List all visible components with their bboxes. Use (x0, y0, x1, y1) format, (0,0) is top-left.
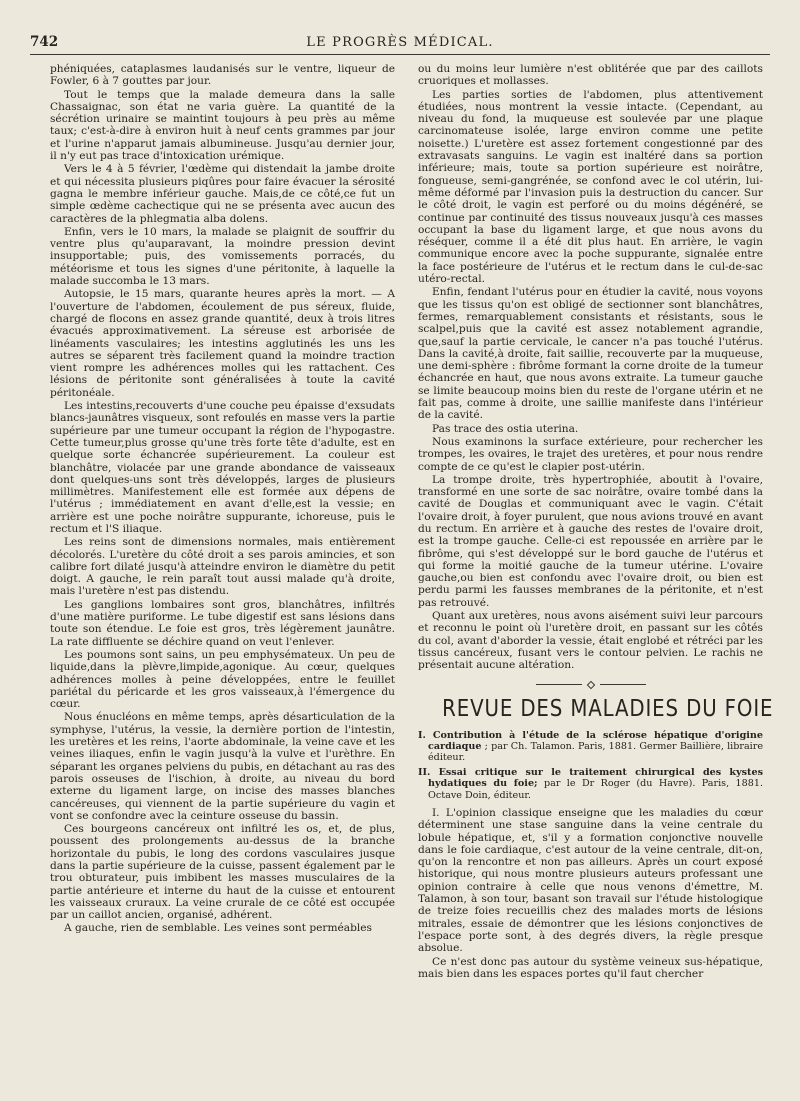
paragraph: Ces bourgeons cancéreux ont infiltré les os, et, de plus, poussent des prolongements au-dessus de la branche horizontale du pubis, le long des cordons vasculaires jusque dans la partie supérieure de la cuisse, passent également par le trou obturateur, puis imbibent les masses musculaires de la partie antérieure et interne du haut de la cuisse et entourent les vaisseaux cruraux. La veine crurale de ce côté est occupée par un caillot ancien, organisé, adhérent. (50, 823, 395, 922)
paragraph: Autopsie, le 15 mars, quarante heures après la mort. — A l'ouverture de l'abdomen, écoulement de pus séreux, fluide, chargé de flocons en assez grande quantité, deux à trois litres évacués approximativement. La séreuse est arborisée de linéaments vasculaires; les intestins agglutinés les uns les autres se séparent très facilement quand la moindre traction vient rompre les adhérences molles qui les rattachent. Ces lésions de péritonite sont généralisées à toute la cavité péritonéale. (50, 288, 395, 399)
paragraph: Nous énucléons en même temps, après désarticulation de la symphyse, l'utérus, la vessie, la dernière portion de l'intestin, les uretères et les reins, l'aorte abdominale, la veine cave et les veines iliaques, enfin le vagin jusqu'à la vulve et l'urèthre. En séparant les organes pelviens du pubis, en détachant au ras des parois osseuses de l'ischion, à droite, au niveau du bord externe du ligament large, on incise des masses blanches cancéreuses, qui viennent de la partie supérieure du vagin et vont se confondre avec la ceinture osseuse du bassin. (50, 711, 395, 822)
reference-2-details: par le Dr Roger (du Havre). Paris, 1881. Octave Doin, éditeur. (428, 778, 764, 801)
reference-1-title: I. Contribution à l'étude de la sclérose hépatique d'origine cardiaque (418, 729, 763, 752)
paragraph: Enfin, fendant l'utérus pour en étudier la cavité, nous voyons que les tissus qu'on est obligé de sectionner sont blanchâtres, fermes, remarquablement consistants et résistants, sous le scalpel,puis que la cavité est assez notablement agrandie, que,sauf la partie cervicale, le cancer n'a pas touché l'utérus. Dans la cavité,à droite, fait saillie, recouverte par la muqueuse, une demi-sphère : fibrôme formant la corne droite de la tumeur échancrée en haut, que nous avons extraite. La tumeur gauche se limite beaucoup moins bien du reste de l'organe utérin et ne fait pas, comme à droite, une saillie manifeste dans l'intérieur de la cavité. (418, 286, 763, 422)
paragraph: A gauche, rien de semblable. Les veines sont perméables (64, 922, 372, 935)
paragraph: ou du moins leur lumière n'est oblitérée que par des caillots cruoriques et mollasses. (418, 63, 763, 88)
reference-1-details: ; par Ch. Talamon. Paris, 1881. Germer Baillière, libraire éditeur. (428, 740, 763, 764)
paragraph: I. L'opinion classique enseigne que les maladies du cœur déterminent une stase sanguine dans la veine centrale du lobule hépatique, et, s'il y a formation conjonctive nouvelle dans le foie cardiaque, c'est autour de la veine centrale, dit-on, qu'on la rencontre et non pas ailleurs. Après un court exposé historique, qui nous montre plusieurs auteurs professant une opinion contraire à celle que nous venons d'émettre, M. Talamon, à son tour, basant son travail sur l'étude histologique de treize foies recueillis chez des malades morts de lésions mitrales, essaie de démontrer que les lésions conjonctives de l'espace porte sont, à des degrés divers, la règle presque absolue. (418, 806, 763, 955)
paragraph: Vers le 4 à 5 février, l'œdème qui distendait la jambe droite et qui nécessita plusieurs piqûres pour faire évacuer la sérosité gagna le membre inférieur gauche. Mais,de ce côté,ce fut un simple œdème cachectique qui ne se présenta avec aucun des caractères de la phlegmatia alba dolens. (50, 163, 395, 225)
reference-1 (418, 730, 763, 764)
paragraph: Les ganglions lombaires sont gros, blanchâtres, infiltrés d'une matière puriforme. Le tube digestif est sans lésions dans toute son étendue. Le foie est gros, très légèrement jaunâtre. La rate diffluente se déchire quand on veut l'enlever. (50, 598, 395, 648)
paragraph: La trompe droite, très hypertrophiée, aboutit à l'ovaire, transformé en une sorte de sac noirâtre, ovaire tombé dans la cavité de Douglas et communiquant avec le vagin. C'était l'ovaire droit, à foyer purulent, que nous avions trouvé en avant du rectum. En arrière et à gauche des restes de l'ovaire droit, est la trompe gauche. Celle-ci est repoussée en arrière par le fibrôme, qui s'est développé sur le bord gauche de l'utérus et qui forme la moitié gauche de la tumeur utérine. L'ovaire gauche,ou bien est confondu avec l'ovaire droit, ou bien est perdu parmi les fausses membranes de la péritonite, et n'est pas retrouvé. (418, 473, 763, 609)
paragraph: Les reins sont de dimensions normales, mais entièrement décolorés. L'uretère du côté droit a ses parois amincies, et son calibre fort dilaté jusqu'à atteindre environ le diamètre du petit doigt. A gauche, le rein paraît tout aussi malade qu'à droite, mais l'uretère n'est pas distendu. (50, 536, 395, 598)
paragraph: Les intestins,recouverts d'une couche peu épaisse d'exsudats blancs-jaunâtres visqueux, sont refoulés en masse vers la partie supérieure par une tumeur occupant la région de l'hypogastre. Cette tumeur,plus grosse qu'une très forte tête d'adulte, est en quelque sorte échancrée supérieurement. La couleur est blanchâtre, violacée par une grande abondance de vaisseaux dont quelques-uns sont très développés, larges de plusieurs millimètres. Manifestement elle est formée aux dépens de l'utérus ; immédiatement en avant d'elle,est la vessie; en arrière est une poche noirâtre suppurante, ichoreuse, puis le rectum et l'S iliaque. (50, 400, 395, 535)
paragraph: Les parties sorties de l'abdomen, plus attentivement étudiées, nous montrent la vessie intacte. (Cependant, au niveau du fond, la muqueuse est soulevée par une plaque carcinomateuse isolée, large environ comme une petite noisette.) L'uretère est assez fortement congestionné par des extravasats sanguins. Le vagin est inaltéré dans sa portion inférieure; mais, toute sa portion supérieure est noirâtre, fongueuse, semi-gangrénée, se confond avec le col utérin, lui-même déformé par l'invasion puis la destruction du cancer. Sur le côté droit, le vagin est perforé ou du moins dégénéré, se continue par continuité des tissus nouveaux jusqu'à ces masses occupant la base du ligament large, et que nous avons du réséquer, comme il a été dit plus haut. En arrière, le vagin communique encore avec la poche suppurante, signalée entre la face postérieure de l'utérus et le rectum dans le cul-de-sac utéro-rectal. (418, 88, 763, 286)
running-title: LE PROGRÈS MÉDICAL. (306, 35, 494, 50)
reference-2-title: II. Essai critique sur le traitement chirurgical des kystes hydatiques du foie; (418, 766, 763, 790)
paragraph: Ce n'est donc pas autour du système veineux sus-hépatique, mais bien dans les espaces portes qu'il faut chercher (418, 955, 763, 980)
section-title: REVUE DES MALADIES DU FOIE (442, 695, 774, 722)
page-number: 742 (30, 34, 59, 50)
reference-2 (418, 767, 763, 801)
paragraph: Nous examinons la surface extérieure, pour rechercher les trompes, les ovaires, le trajet des uretères, et pour nous rendre compte de ce qu'est le clapier post-utérin. (418, 435, 763, 473)
paragraph: Quant aux uretères, nous avons aisément suivi leur parcours et reconnu le point où l'uretère droit, en passant sur les côtés du col, avant d'aborder la vessie, était englobé et rétréci par les tissus cancéreux, fusant vers le contour pelvien. Le rachis ne présentait aucune altération. (418, 610, 763, 672)
paragraph: Pas trace des ostia uterina. (432, 422, 579, 435)
left-column (50, 63, 395, 936)
right-column (418, 63, 774, 981)
page-header (30, 32, 770, 55)
paragraph: phéniquées, cataplasmes laudanisés sur le ventre, liqueur de Fowler, 6 à 7 gouttes par jour. (50, 63, 395, 88)
section-divider (536, 682, 646, 688)
paragraph: Enfin, vers le 10 mars, la malade se plaignit de souffrir du ventre plus qu'auparavant, la moindre pression devint insupportable; puis, des vomissements porracés, du météorisme et tous les signes d'une péritonite, à laquelle la malade succomba le 13 mars. (50, 225, 395, 288)
paragraph: Tout le temps que la malade demeura dans la salle Chassaignac, son état ne varia guère. La quantité de la sécrétion urinaire se maintint toujours à peu près au même taux; c'est-à-dire à environ huit à neuf cents grammes par jour et l'urine n'apparut jamais albumineuse. Jusqu'au dernier jour, il n'y eut pas trace d'intoxication urémique. (50, 88, 395, 163)
paragraph: Les poumons sont sains, un peu emphysémateux. Un peu de liquide,dans la plèvre,limpide,agonique. Au cœur, quelques adhérences molles à peine développées, entre le feuillet pariétal du péricarde et les gros vaisseaux,à l'émergence du cœur. (50, 648, 395, 711)
